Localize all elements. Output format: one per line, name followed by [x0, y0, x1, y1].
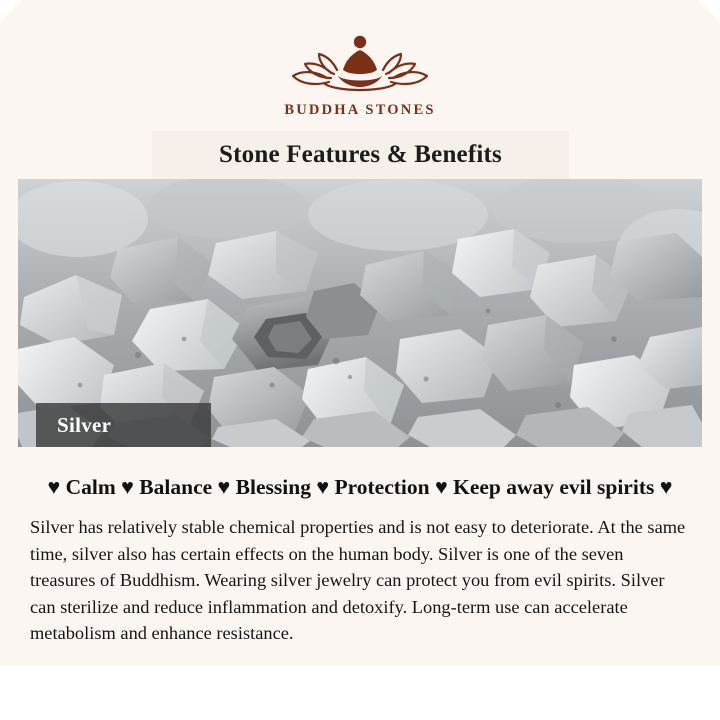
section-title-bar — [152, 131, 569, 179]
stone-name-badge — [36, 403, 211, 447]
silver-ore-rocks-photo — [18, 179, 702, 447]
lotus-meditation-figure-icon — [285, 26, 435, 98]
brand-logo — [0, 26, 720, 119]
corner-notch-bottom-left — [0, 698, 22, 720]
corner-notch-bottom-right — [698, 698, 720, 720]
stone-keywords: ♥ Calm ♥ Balance ♥ Blessing ♥ Protection ♥ Keep away evil spirits ♥ — [47, 475, 673, 499]
page-title: Stone Features & Benefits — [219, 141, 502, 168]
corner-notch-top-right — [698, 0, 720, 22]
corner-notch-top-left — [0, 0, 22, 22]
stone-paragraph: Silver has relatively stable chemical properties and is not easy to deteriorate. At the same time, silver also has certain effects on the human body. Silver is one of the seven treasures of Buddhism. Wearing silver jewelry can protect you from evil spirits. Silver can sterilize and reduce inflammation and detoxify. Long-term use can accelerate metabolism and enhance resistance. — [30, 517, 686, 643]
brand-name: BUDDHA STONES — [284, 102, 436, 118]
stone-name: Silver — [57, 412, 112, 437]
stone-description-block — [18, 455, 702, 647]
bottom-white-band — [0, 666, 720, 720]
